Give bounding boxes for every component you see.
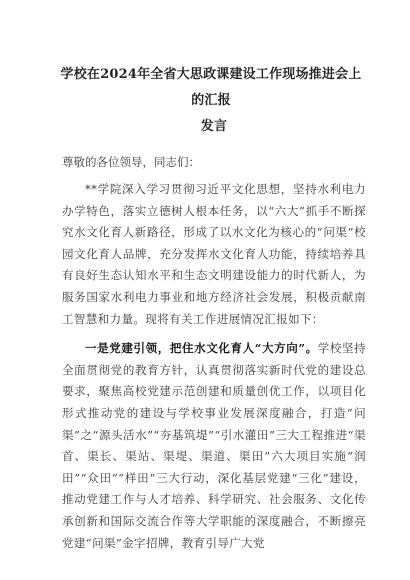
title-line-2: 发言 <box>200 119 228 134</box>
salutation: 尊敬的各位领导，同志们： <box>62 155 200 169</box>
title-line-1: 学校在2024年全省大思政课建设工作现场推进会上的汇报 <box>60 67 362 108</box>
paragraph-intro: **学院深入学习贯彻习近平文化思想，坚持水利电力办学特色，落实立德树人根本任务，以“六大”抓手不断探究水文化育人新路径，形成了以水文化为核心的“问渠”校园文化育人品牌，充分发挥水文化育人功能，持续培养具有良好生态认知水平和生态文明建设能力的时代新人，为服务国家水利电力事业和地方经济社会发展，积极贡献南工智慧和力量。现将有关工作进展情况汇报如下： <box>62 182 366 326</box>
document-title <box>62 62 366 140</box>
paragraph-lead-heading: 一是党建引领，把住水文化育人“大方向”。 <box>85 341 318 356</box>
paragraph-party-building <box>62 338 366 554</box>
paragraph-body: 学校坚持全面贯彻党的教育方针，认真贯彻落实新时代党的建设总要求，聚焦高校党建示范创建和质量创优工作，以项目化形式推动党的建设与学校事业发展深度融合，打造“问渠”之“源头活水”“夯基筑堤”“引水灌田”三大工程推进“渠首、渠长、渠站、渠堤、渠道、渠田”六大项目实施“润田”“众田”“样田”三大行动，深化基层党建“三化”建设，推动党建工作与人才培养、科学研究、社会服务、文化传承创新和国际交流合作等大学职能的深度融合，不断擦亮党建“问渠”金字招牌，教育引导广大党 <box>62 341 366 550</box>
